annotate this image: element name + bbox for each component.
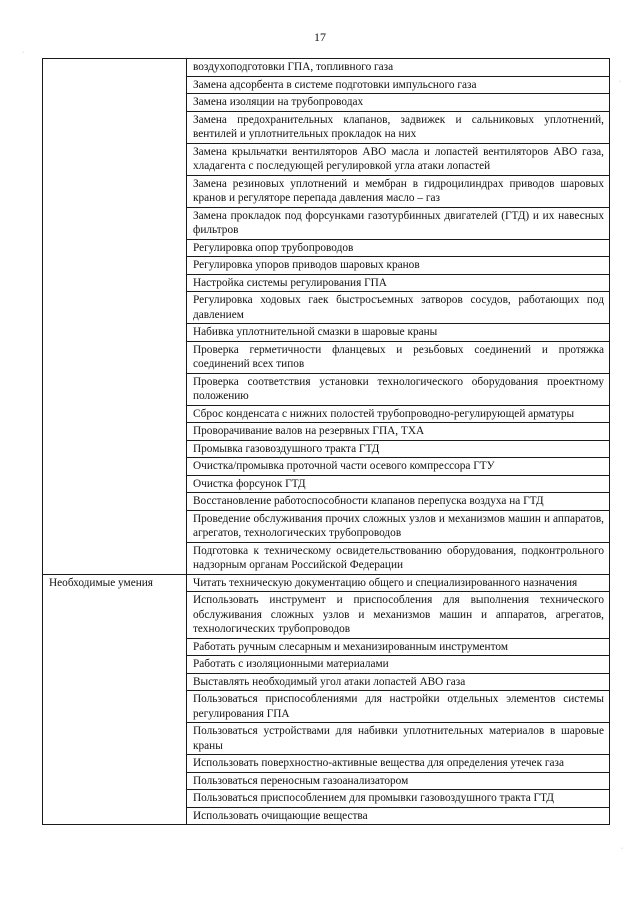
table-cell-item: Проворачивание валов на резервных ГПА, ТХА bbox=[187, 423, 610, 441]
table-cell-item: Промывка газовоздушного тракта ГТД bbox=[187, 440, 610, 458]
table-cell-item: Регулировка опор трубопроводов bbox=[187, 239, 610, 257]
table-cell-item: Регулировка ходовых гаек быстросъемных затворов сосудов, работающих под давлением bbox=[187, 292, 610, 324]
table-cell-item: Сброс конденсата с нижних полостей трубопроводно-регулирующей арматуры bbox=[187, 405, 610, 423]
table-cell-item: Работать ручным слесарным и механизированным инструментом bbox=[187, 638, 610, 656]
table-row bbox=[43, 59, 610, 77]
table-cell-item: Очистка/промывка проточной части осевого компрессора ГТУ bbox=[187, 458, 610, 476]
table-cell-item: Регулировка упоров приводов шаровых кранов bbox=[187, 257, 610, 275]
table-cell-item: Набивка уплотнительной смазки в шаровые краны bbox=[187, 324, 610, 342]
table-cell-item: Замена адсорбента в системе подготовки импульсного газа bbox=[187, 76, 610, 94]
table-cell-item: Читать техническую документацию общего и специализированного назначения bbox=[187, 574, 610, 592]
table-cell-item: Замена прокладок под форсунками газотурбинных двигателей (ГТД) и их навесных фильтров bbox=[187, 207, 610, 239]
table-cell-item: Подготовка к техническому освидетельствованию оборудования, подконтрольного надзорным органам Российской Федерации bbox=[187, 542, 610, 574]
table-cell-item: Проверка герметичности фланцевых и резьбовых соединений и протяжка соединений всех типов bbox=[187, 341, 610, 373]
section-label: Необходимые умения bbox=[43, 574, 187, 825]
table-cell-item: Проверка соответствия установки технологического оборудования проектному положению bbox=[187, 373, 610, 405]
table-row bbox=[43, 574, 610, 592]
table-cell-item: Замена изоляции на трубопроводах bbox=[187, 94, 610, 112]
scan-artifact-dot: · bbox=[619, 79, 621, 85]
table-cell-item: Использовать инструмент и приспособления для выполнения технического обслуживания сложных узлов и механизмов машин и аппаратов, агрегатов, технологических трубопроводов bbox=[187, 592, 610, 639]
table-cell-item: воздухоподготовки ГПА, топливного газа bbox=[187, 59, 610, 77]
table-cell-item: Замена предохранительных клапанов, задвижек и сальниковых уплотнений, вентилей и уплотнительных прокладок на них bbox=[187, 111, 610, 143]
table-cell-item: Замена крыльчатки вентиляторов АВО масла и лопастей вентиляторов АВО газа, хладагента с последующей регулировкой угла атаки лопастей bbox=[187, 143, 610, 175]
table-cell-item: Использовать поверхностно-активные вещества для определения утечек газа bbox=[187, 755, 610, 773]
table-cell-item: Очистка форсунок ГТД bbox=[187, 475, 610, 493]
section-label-continued bbox=[43, 59, 187, 575]
table-cell-item: Замена резиновых уплотнений и мембран в гидроцилиндрах приводов шаровых кранов и регуляторе перепада давления масло – газ bbox=[187, 175, 610, 207]
table-cell-item: Настройка системы регулирования ГПА bbox=[187, 274, 610, 292]
scan-artifact-dot: · bbox=[621, 846, 623, 852]
table-cell-item: Выставлять необходимый угол атаки лопастей АВО газа bbox=[187, 673, 610, 691]
table-cell-item: Пользоваться приспособлением для промывки газовоздушного тракта ГТД bbox=[187, 790, 610, 808]
table-cell-item: Пользоваться приспособлениями для настройки отдельных элементов системы регулирования ГПА bbox=[187, 691, 610, 723]
table-cell-item: Работать с изоляционными материалами bbox=[187, 656, 610, 674]
table-body bbox=[43, 59, 610, 825]
table-cell-item: Проведение обслуживания прочих сложных узлов и механизмов машин и аппаратов, агрегатов, технологических трубопроводов bbox=[187, 510, 610, 542]
table-cell-item: Использовать очищающие вещества bbox=[187, 807, 610, 825]
table-cell-item: Восстановление работоспособности клапанов перепуска воздуха на ГТД bbox=[187, 493, 610, 511]
table-cell-item: Пользоваться переносным газоанализатором bbox=[187, 772, 610, 790]
labor-functions-table bbox=[42, 58, 610, 825]
page-number: 17 bbox=[314, 30, 326, 44]
scan-artifact-dot: · bbox=[22, 50, 24, 56]
table-cell-item: Пользоваться устройствами для набивки уплотнительных материалов в шаровые краны bbox=[187, 723, 610, 755]
